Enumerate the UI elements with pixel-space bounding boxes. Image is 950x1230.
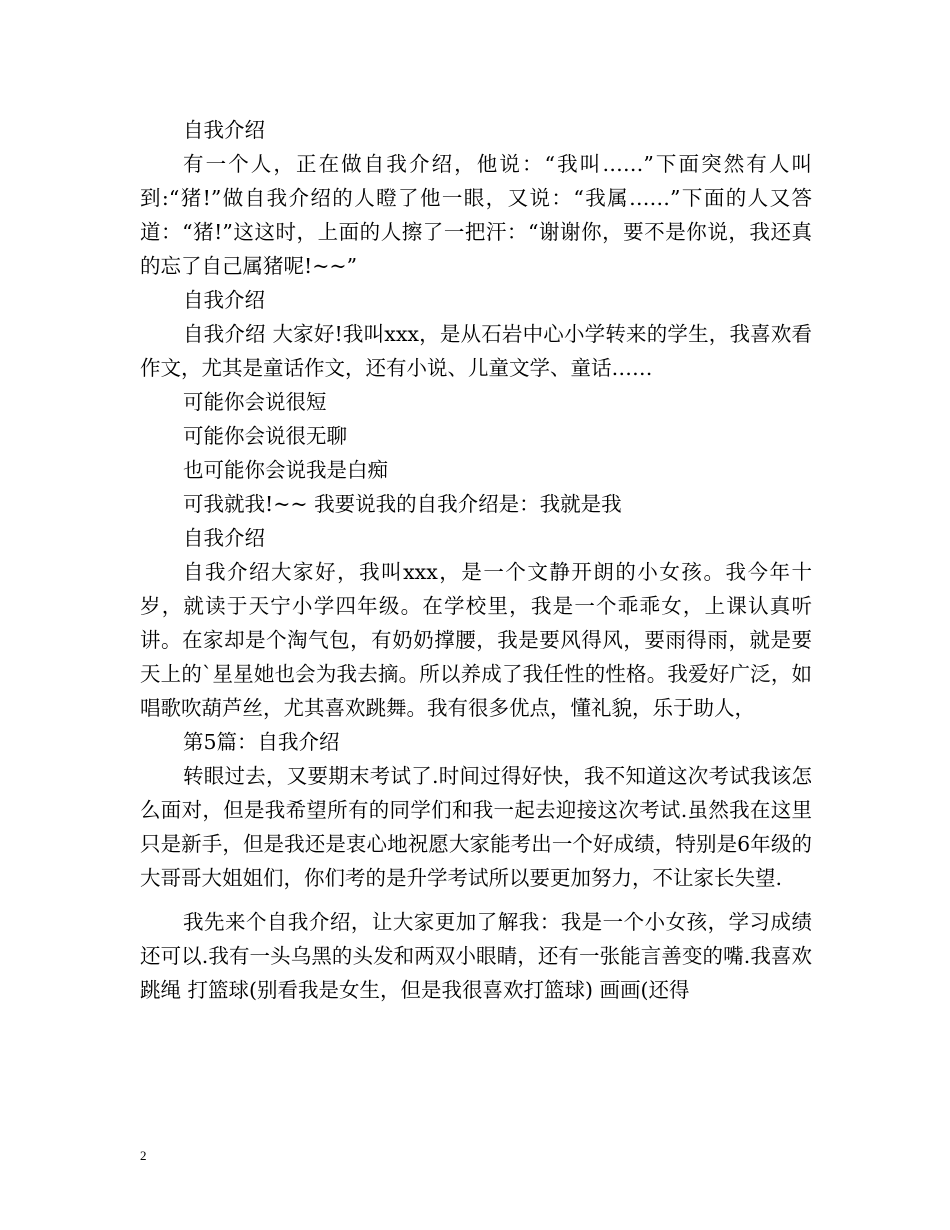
paragraph-tianning-girl: 自我介绍大家好，我叫xxx，是一个文静开朗的小女孩。我今年十岁，就读于天宁小学四年级。在学校里，我是一个乖乖女，上课认真听讲。在家却是个淘气包，有奶奶撑腰，我是要风得风，要雨得雨，就是要天上的`星星她也会为我去摘。所以养成了我任性的性格。我爱好广泛，如唱歌吹葫芦丝，尤其喜欢跳舞。我有很多优点，懂礼貌，乐于助人， <box>140 560 812 720</box>
heading-part-5: 第5篇：自我介绍 <box>183 730 340 754</box>
heading-self-intro-2: 自我介绍 <box>183 288 265 312</box>
paragraph-shiyan-student: 自我介绍 大家好!我叫xxx，是从石岩中心小学转来的学生，我喜欢看作文，尤其是童话作文，还有小说、儿童文学、童话…… <box>140 322 812 380</box>
heading-self-intro-1: 自我介绍 <box>183 118 265 142</box>
document-body <box>140 113 812 1007</box>
heading-self-intro-3: 自我介绍 <box>183 526 265 550</box>
paragraph-joke: 有一个人，正在做自我介绍，他说：“我叫……”下面突然有人叫到:“猪!”做自我介绍的人瞪了他一眼，又说：“我属……”下面的人又答道：“猪!”这这时，上面的人擦了一把汗：“谢谢你，要不是你说，我还真的忘了自己属猪呢!~~” <box>140 152 812 278</box>
line-idiot: 也可能你会说我是白痴 <box>183 458 388 482</box>
paragraph-introduction: 我先来个自我介绍，让大家更加了解我：我是一个小女孩，学习成绩还可以.我有一头乌黑的头发和两双小眼睛，还有一张能言善变的嘴.我喜欢跳绳 打篮球(别看我是女生，但是我很喜欢打篮球) 画画(还得 <box>140 910 812 1002</box>
line-short: 可能你会说很短 <box>183 390 327 414</box>
line-i-am-me: 可我就我!~~ 我要说我的自我介绍是：我就是我 <box>183 492 622 516</box>
page-number: 2 <box>140 1148 147 1163</box>
line-boring: 可能你会说很无聊 <box>183 424 347 448</box>
paragraph-final-exam: 转眼过去，又要期末考试了.时间过得好快，我不知道这次考试我该怎么面对，但是我希望所有的同学们和我一起去迎接这次考试.虽然我在这里只是新手，但是我还是衷心地祝愿大家能考出一个好成绩，特别是6年级的大哥哥大姐姐们，你们考的是升学考试所以要更加努力，不让家长失望. <box>140 764 812 890</box>
